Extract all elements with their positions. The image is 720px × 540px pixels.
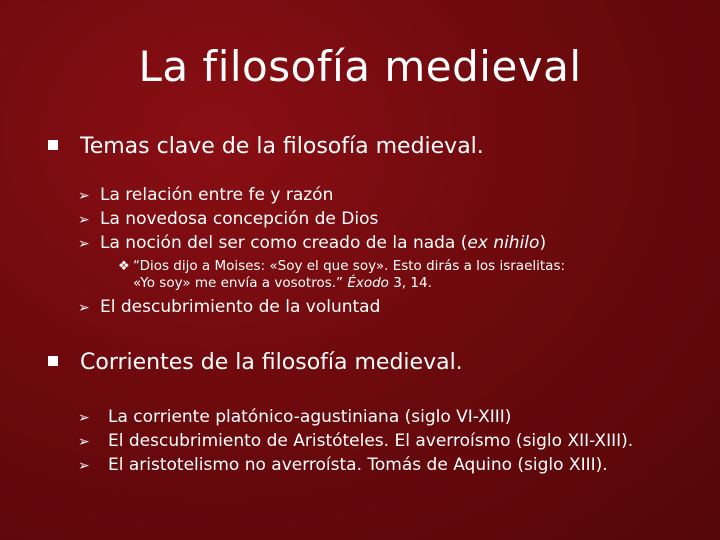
item-text: La novedosa concepción de Dios [100, 209, 379, 229]
arrow-bullet-icon: ➢ [78, 236, 90, 252]
list-item [78, 454, 608, 477]
arrow-bullet-icon: ➢ [78, 434, 90, 450]
section1-heading-row [48, 134, 484, 160]
list-item [78, 406, 511, 429]
section2-heading: Corrientes de la filosofía medieval. [80, 350, 463, 375]
section2-heading-row [48, 350, 463, 376]
quote-source: Éxodo [347, 275, 389, 291]
list-item [78, 232, 546, 255]
item-text-after: ) [539, 233, 547, 253]
item-text: El descubrimiento de la voluntad [100, 297, 381, 317]
section1-heading: Temas clave de la filosofía medieval. [80, 134, 484, 159]
square-bullet-icon [48, 140, 58, 150]
square-bullet-icon [48, 356, 58, 366]
quote-line-1 [118, 258, 565, 275]
list-item [78, 430, 633, 453]
quote-text-1: “Dios dijo a Moises: «Soy el que soy». Esto dirás a los israelitas: [133, 258, 566, 274]
arrow-bullet-icon: ➢ [78, 212, 90, 228]
arrow-bullet-icon: ➢ [78, 458, 90, 474]
item-text: La corriente platónico-agustiniana (siglo VI-XIII) [108, 407, 512, 427]
item-text: El descubrimiento de Aristóteles. El averroísmo (siglo XII-XIII). [108, 431, 634, 451]
quote-line-2 [133, 275, 432, 291]
item-text: La relación entre fe y razón [100, 185, 334, 205]
arrow-bullet-icon: ➢ [78, 188, 90, 204]
arrow-bullet-icon: ➢ [78, 300, 90, 316]
slide-title: La filosofía medieval [138, 42, 582, 91]
quote-text-2-after: 3, 14. [388, 275, 432, 291]
item-text-italic: ex nihilo [467, 233, 540, 253]
list-item [78, 208, 378, 231]
list-item [78, 296, 380, 319]
item-text: El aristotelismo no averroísta. Tomás de Aquino (siglo XIII). [108, 455, 608, 475]
quote-text-2-before: «Yo soy» me envía a vosotros.” [133, 275, 348, 291]
arrow-bullet-icon: ➢ [78, 410, 90, 426]
list-item [78, 184, 333, 207]
diamond-bullet-icon: ❖ [118, 259, 130, 274]
item-text-before: La noción del ser como creado de la nada ( [100, 233, 468, 253]
